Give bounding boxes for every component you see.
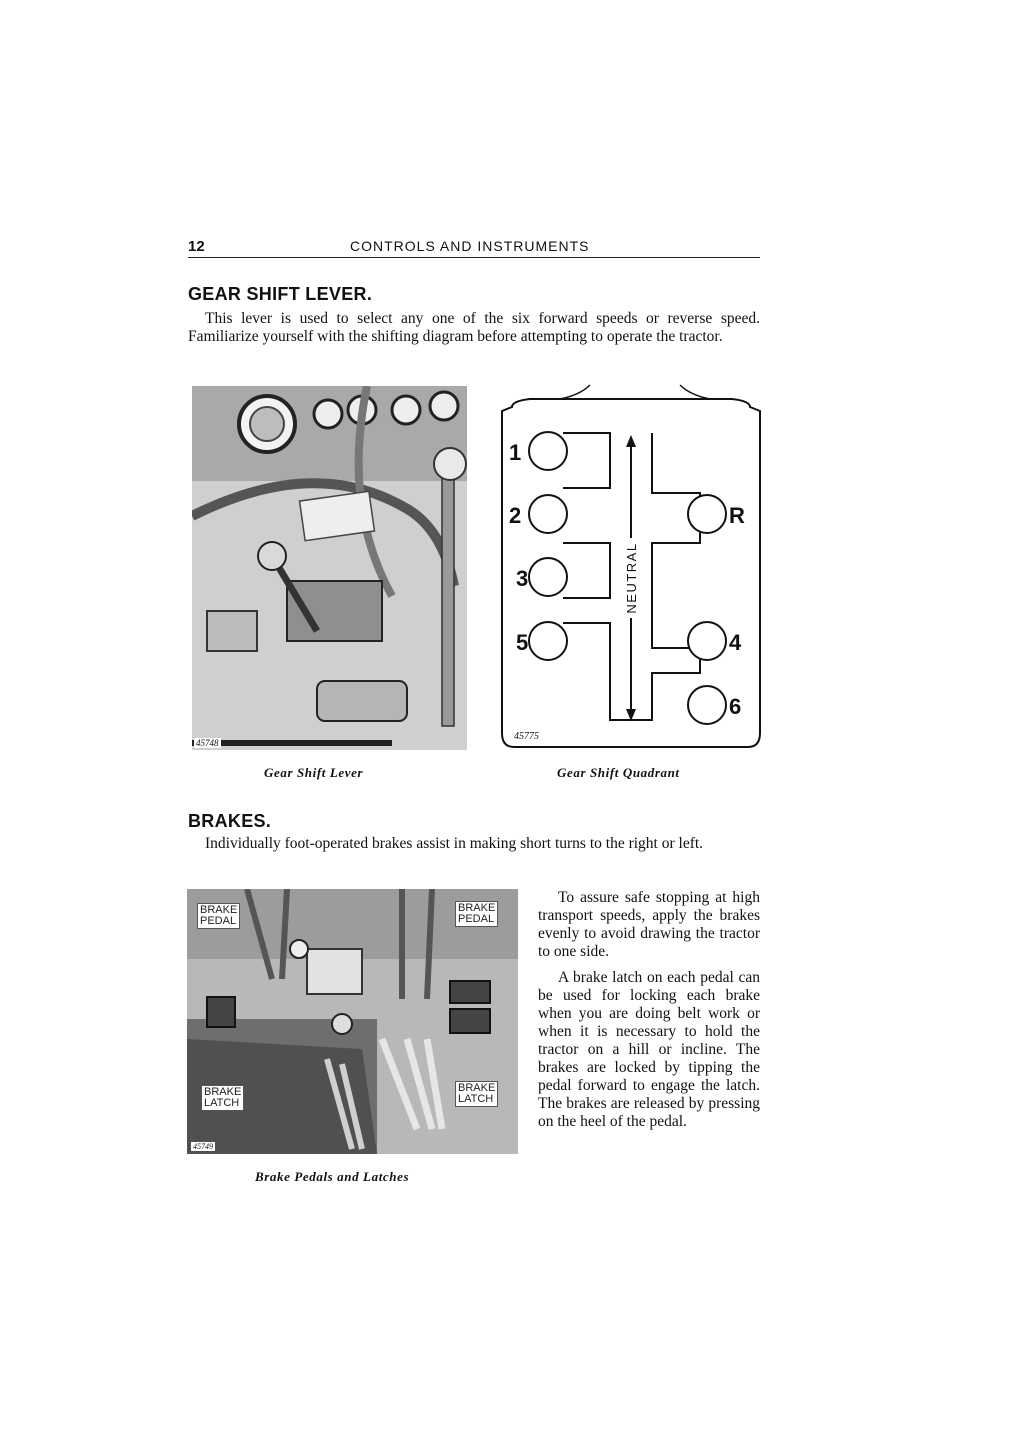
gear-label-3: 3 [516, 566, 529, 591]
brake-pedals-photo [187, 889, 518, 1154]
running-header: CONTROLS AND INSTRUMENTS [350, 238, 590, 254]
gear-label-6: 6 [729, 694, 742, 719]
neutral-label: NEUTRAL [624, 538, 640, 618]
gear-shift-quadrant-diagram [500, 383, 762, 751]
gear-shift-paragraph: This lever is used to select any one of the six forward speeds or reverse speed. Familiarize yourself with the shifting diagram before attempting to operate the tractor. [188, 310, 760, 345]
quadrant-figure-number: 45775 [514, 731, 539, 742]
brake-pedal-label-left: BRAKE PEDAL [197, 903, 240, 929]
gear-shift-lever-caption: Gear Shift Lever [264, 765, 364, 780]
page-number: 12 [188, 238, 205, 255]
gear-shift-lever-photo [192, 386, 467, 750]
brakes-side-paragraph-1: To assure safe stopping at high transport speeds, apply the brakes evenly to avoid drawing the tractor to one side. [538, 889, 760, 960]
gear-label-1: 1 [509, 440, 522, 465]
gear-label-reverse: R [729, 503, 745, 528]
brake-latch-label-left: BRAKE LATCH [201, 1085, 244, 1111]
gear-label-2: 2 [509, 503, 522, 528]
gear-label-5: 5 [516, 630, 529, 655]
brakes-side-text [538, 889, 760, 1139]
gear-shift-quadrant-caption: Gear Shift Quadrant [557, 765, 680, 780]
brake-latch-label-right: BRAKE LATCH [455, 1081, 498, 1107]
gear-label-4: 4 [729, 630, 742, 655]
brake-pedals-caption: Brake Pedals and Latches [255, 1169, 410, 1184]
gear-shift-heading: GEAR SHIFT LEVER. [188, 284, 373, 304]
brake-pedal-label-right: BRAKE PEDAL [455, 901, 498, 927]
brakes-paragraph: Individually foot-operated brakes assist in making short turns to the right or left. [205, 835, 704, 852]
header-rule [188, 257, 760, 258]
brakes-heading: BRAKES. [188, 811, 272, 831]
photo-number: 45748 [196, 738, 219, 748]
brakes-side-paragraph-2: A brake latch on each pedal can be used for locking each brake when you are doing belt work or when it is necessary to hold the tractor on a hill or incline. The brakes are locked by tipping the pedal forward to engage the latch. The brakes are released by pressing on the heel of the pedal. [538, 969, 760, 1130]
brake-photo-number: 45749 [193, 1142, 213, 1151]
